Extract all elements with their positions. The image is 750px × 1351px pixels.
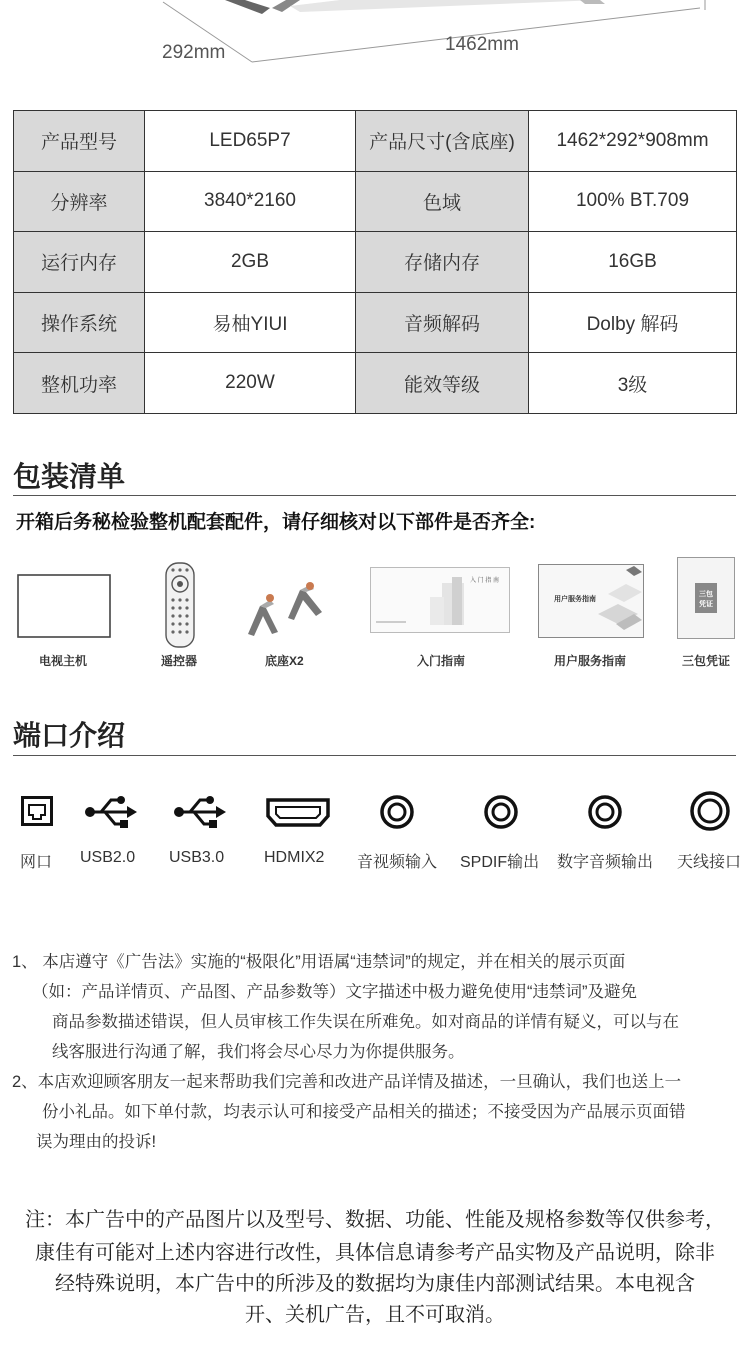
spec-value: Dolby 解码 [529,292,737,353]
port-label: USB3.0 [169,849,225,866]
port-label: 数字音频输出 [557,854,654,871]
remote-control-icon [164,562,196,648]
spec-value: 3级 [529,353,737,414]
table-row [14,292,737,353]
package-section-title: 包装清单 [13,461,126,492]
warranty-cover-text-2: 凭证 [699,601,713,608]
note-line: （如：产品详情页、产品图、产品参数等）文字描述中极力避免使用“违禁词”及避免 [32,983,637,1001]
port-label: 音视频输入 [357,854,438,871]
spec-value: 16GB [529,232,737,293]
table-row [14,171,737,232]
spec-key: 操作系统 [14,292,145,353]
table-row [14,232,737,293]
package-item-service-guide [538,564,644,638]
note-line: 份小礼品。如下单付款，均表示认可和接受产品相关的描述；不接受因为产品展示页面错 [42,1103,686,1121]
spec-key: 分辨率 [14,171,145,232]
usb-icon [83,794,139,830]
package-item-guide [370,567,510,633]
note-line: 商品参数描述错误，但人员审核工作失误在所难免。如对商品的详情有疑义，可以与在 [52,1013,679,1031]
hdmi-icon [266,798,330,828]
disclaimer-line: 经特殊说明，本广告中的所涉及的数据均为康佳内部测试结果。本电视含 [55,1273,695,1295]
note-line: 线客服进行沟通了解，我们将会尽心尽力为你提供服务。 [52,1043,465,1061]
package-item-stand [244,582,330,638]
spec-key: 整机功率 [14,353,145,414]
divider [13,755,736,756]
package-item-label: 遥控器 [161,654,198,668]
disclaimer-line: 注：本广告中的产品图片以及型号、数据、功能、性能及规格参数等仅供参考， [25,1209,725,1231]
spec-value: 2GB [145,232,356,293]
dimension-drawing [0,0,750,80]
table-row [14,111,737,172]
depth-dimension: 292mm [162,42,226,63]
package-item-tv [17,574,111,638]
disclaimer-line: 开、关机广告，且不可取消。 [245,1304,505,1326]
tv-stand-drawing [0,0,750,80]
package-item-warranty [677,557,735,639]
spec-key: 音频解码 [356,292,529,353]
spec-value: LED65P7 [145,111,356,172]
spec-value: 220W [145,353,356,414]
package-item-label: 用户服务指南 [554,654,627,668]
port-label: SPDIF输出 [460,854,540,871]
ports-section-title: 端口介绍 [13,720,126,751]
port-label: USB2.0 [80,849,136,866]
stand-icon [244,582,330,638]
port-label: 天线接口 [677,854,742,871]
port-label: HDMIX2 [264,849,325,866]
spdif-output-icon [483,794,519,830]
spec-value: 100% BT.709 [529,171,737,232]
spec-key: 存储内存 [356,232,529,293]
table-row [14,353,737,414]
tv-icon [17,574,111,638]
warranty-cover-text-1: 三包 [699,591,713,598]
note-line: 1、 本店遵守《广告法》实施的“极限化”用语属“违禁词”的规定，并在相关的展示页面 [12,953,626,971]
port-label: 网口 [20,854,53,871]
note-line: 误为理由的投诉! [36,1133,157,1151]
digital-audio-output-icon [587,794,623,830]
package-item-remote [164,562,196,648]
spec-value: 易柚YIUI [145,292,356,353]
package-item-label: 底座X2 [265,654,304,668]
spec-key: 产品尺寸(含底座) [356,111,529,172]
antenna-port-icon [689,790,731,832]
guide-cover-title: 入 门 指 南 [470,578,500,584]
spec-key: 运行内存 [14,232,145,293]
service-guide-cover-title: 用户服务指南 [554,596,596,603]
divider [13,495,736,496]
av-input-icon [379,794,415,830]
disclaimer-line: 康佳有可能对上述内容进行改性，具体信息请参考产品实物及产品说明，除非 [35,1242,715,1264]
package-item-label: 电视主机 [39,654,88,668]
usb-icon [172,794,228,830]
spec-value: 1462*292*908mm [529,111,737,172]
spec-key: 产品型号 [14,111,145,172]
spec-key: 能效等级 [356,353,529,414]
package-subtitle: 开箱后务秘检验整机配套配件，请仔细核对以下部件是否齐全: [16,512,536,533]
spec-key: 色域 [356,171,529,232]
spec-value: 3840*2160 [145,171,356,232]
width-dimension: 1462mm [445,34,519,55]
note-line: 2、本店欢迎顾客朋友一起来帮助我们完善和改进产品详情及描述，一旦确认，我们也送上一 [12,1073,682,1091]
package-item-label: 入门指南 [417,654,466,668]
package-item-label: 三包凭证 [682,654,731,668]
spec-table [13,110,737,414]
ethernet-port-icon [21,796,53,828]
